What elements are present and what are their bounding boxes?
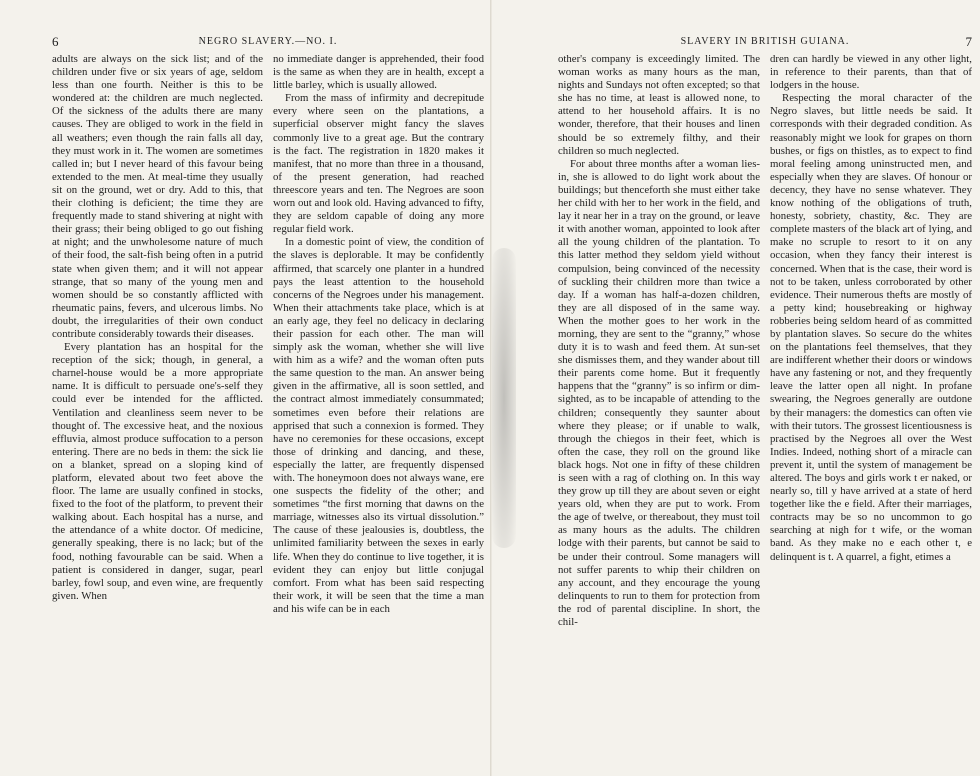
text-columns: [558, 53, 972, 629]
paragraph: no immediate danger is apprehended, their food is the same as when they are in health, except a little barley, which is usually allowed.: [273, 53, 484, 92]
paragraph: In a domestic point of view, the condition of the slaves is deplorable. It may be confidently affirmed, that scarcely one planter in a hundred pays the least attention to the household concerns of the Negroes under his management. When their attachments take place, which is at an early age, they feel no delicacy in declaring their passion for each other. The man will simply ask the woman, whether she will live with him as a wife? and the woman often puts the same question to the man. An answer being given in the affirmative, all is soon settled, and the contract almost immediately consummated; sometimes even before their relations are apprised that such a connexion is formed. They have no ceremonies for these occasions, except those of drinking and dancing, and these, especially the latter, are frequently dispensed with. The honeymoon does not always wane, ere one suspects the fidelity of the other; and sometimes “the first morning that dawns on the marriage, witnesses also its virtual dissolution.” The cause of these jealousies is, doubtless, the unlimited familiarity between the sexes in early life. When they do continue to live together, it is evident they can enjoy but little conjugal comfort. From what has been said respecting their work, it will be seen that the time a man and his wife can be in each: [273, 236, 484, 615]
running-head-title: SLAVERY IN BRITISH GUIANA.: [680, 36, 850, 47]
text-column: [558, 53, 760, 629]
running-head: [558, 36, 972, 53]
right-page: [558, 36, 972, 766]
page-stain: [492, 248, 516, 548]
paragraph: dren can hardly be viewed in any other light, in reference to their parents, than that of lodgers in the house.: [770, 53, 972, 92]
paragraph: For about three months after a woman lies-in, she is allowed to do light work about the buildings; but thenceforth she must either take her child with her to her work in the field, and lay it near her in a tray on the ground, or leave it with another woman, appointed to look after all the young children of the plantation. To this latter method they seldom yield without compulsion, being convinced of the necessity of suckling their children more than twice a day. If a woman has half-a-dozen children, they are all disposed of in the same way. When the mother goes to her work in the morning, they are sent to the “granny,” whose duty it is to wash and feed them. At sun-set she dismisses them, and they wander about till their parents come home. But it frequently happens that the “granny” is so infirm or dim-sighted, as to be incapable of attending to the children; consequently they saunter about where they please; or if unable to walk, through the chiegos in their feet, which is often the case, they roll on the ground like black hogs. Not one in fifty of these children is seen with a rag of clothing on. In this way they grow up till they are about seven or eight years old, when they are put to work. From the age of twelve, or thereabout, they must toil as many hours as the adults. The children lodge with their parents, but cannot be said to be under their controul. Some managers will not suffer parents to whip their children on any account, and they encourage the young delinquents to run to them for protection from the rod of parental discipline. In short, the chil-: [558, 157, 760, 629]
paragraph: Every plantation has an hospital for the reception of the sick; though, in general, a charnel-house would be a more appropriate name. It is difficult to persuade one's-self they could ever be intended for the afflicted. Ventilation and cleanliness seem never to be thought of. The excessive heat, and the noxious effluvia, almost produce suffocation to a person entering. There are no beds in them: the sick lie on a blanket, spread on a sloping kind of platform, elevated about two feet above the floor. The lame are usually confined in stocks, fixed to the foot of the platform, to prevent their walking about. Each hospital has a nurse, and the attendance of a white doctor. Of medicine, generally speaking, there is no lack; but of the food, nothing favourable can be said. When a patient is considered in danger, sugar, pearl barley, fowl soup, and even wine, are frequently given. When: [52, 341, 263, 602]
text-column: [770, 53, 972, 629]
running-head: [52, 36, 484, 53]
paragraph: adults are always on the sick list; and of the children under five or six years of age, seldom less than one fourth. Neither is this to be wondered at: the children are much neglected. Of the sickness of the adults there are many causes. They are obliged to work in the field in all weathers; even though the rain falls all day, they must work in it. The women are sometimes called in; but I never heard of this favour being extended to the men. At meal-time they usually sit on the ground, wet or dry. Add to this, that their clothing is deficient; the time they are frequently made to stand shivering at night with their grass; their being obliged to go out fishing at night; and the unwholesome nature of much of their food, the salt-fish being often in a putrid state when given them; and it will not appear strange, that so many of the young men and women should be so constantly afflicted with rheumatic pains, fevers, and ulcerous limbs. No doubt, the irregularities of their own conduct contribute considerably towards their diseases.: [52, 53, 263, 340]
left-page: [52, 36, 484, 766]
paragraph: From the mass of infirmity and decrepitude every where seen on the plantations, a superficial observer might fancy the slaves commonly live to a great age. But the contrary is the fact. The registration in 1820 makes it manifest, that no more than three in a thousand, of the present generation, had reached threescore years and ten. The Negroes are soon worn out and look old. Having advanced to fifty, they are seldom capable of doing any more regular field work.: [273, 92, 484, 236]
paragraph: Respecting the moral character of the Negro slaves, but little needs be said. It corresponds with their degraded condition. As reasonably might we look for grapes on thorn bushes, or figs on thistles, as to expect to find moral feeling among uninstructed men, and especially when they are slaves. Of honour or decency, they have no sense whatever. They know nothing of the obligations of truth, honesty, sobriety, chastity, &c. They are complete masters of the black art of lying, and make no scruple to resort to it on any occasion, when they fancy their interest is concerned. When that is the case, their word is not to be taken, unless corroborated by other evidence. Their numerous thefts are mostly of a petty kind; housebreaking or highway robberies being seldom heard of as committed by plantation slaves. So secure do the whites on the plantations feel themselves, that they are indifferent whether their doors or windows have any fastening or not, and they frequently leave the latter open all night. In profane swearing, the Negroes generally are outdone by their managers: the domestics can often vie with their tutors. The grossest licentiousness is practised by the Negroes all over the West Indies. Indeed, nothing short of a miracle can prevent it, until the system of management be altered. The boys and girls work t er naked, or nearly so, till y have arrived at a state of herd together like the e field. After their marriages, contracts may be so no uncommon to go searching at nigh for t wife, or the woman band. As they make no e each other t, e delinquent is t. A quarrel, a fight, etimes a: [770, 92, 972, 563]
page-number: 6: [52, 34, 59, 49]
text-column: [273, 53, 484, 616]
text-columns: [52, 53, 484, 616]
paragraph: other's company is exceedingly limited. The woman works as many hours as the man, nights and Sundays not often excepted; so that she has no time, at least is allowed none, to attend to her household affairs. It is no wonder, therefore, that their houses and linen should be so extremely filthy, and their children so much neglected.: [558, 53, 760, 157]
text-column: [52, 53, 263, 616]
running-head-title: NEGRO SLAVERY.—NO. I.: [198, 36, 338, 47]
page-number: 7: [965, 34, 972, 49]
